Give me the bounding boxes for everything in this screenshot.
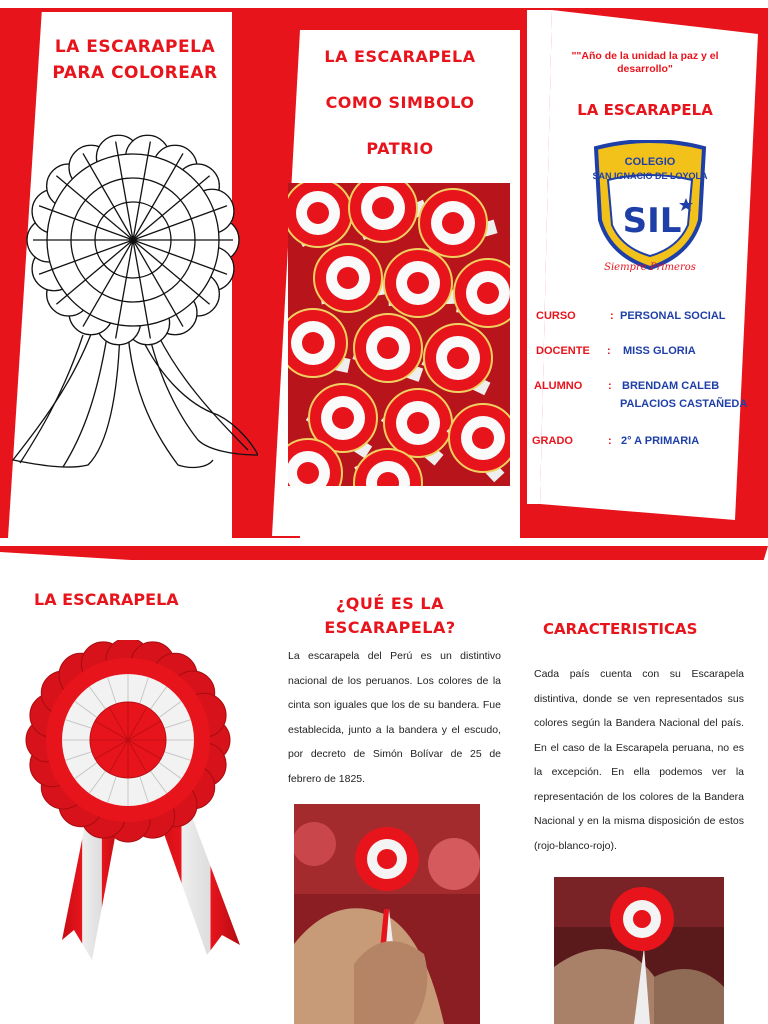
- characteristics-body: Cada país cuenta con su Escarapela distintiva, donde se ven representados sus colores según la Bandera Nacional del país. En el caso de la Escarapela peruana, no es la excepción. En ella podemos ver la representación de los colores de la Bandera Nacional y en la misma disposición de estos (rojo-blanco-rojo).: [534, 668, 744, 852]
- coloring-title-line1: LA ESCARAPELA: [54, 37, 216, 57]
- info-row-grade: [532, 435, 700, 447]
- logo-slogan: Siempre Primeros: [604, 262, 696, 273]
- info-row-teacher: [536, 345, 696, 357]
- info-value: 2° A PRIMARIA: [621, 435, 700, 447]
- info-sep: :: [608, 435, 612, 447]
- info-value: MISS GLORIA: [623, 345, 696, 357]
- info-row-course: [536, 310, 726, 322]
- symbol-title-line3: PATRIO: [366, 139, 434, 158]
- logo-abbr: SIL: [622, 201, 682, 241]
- info-sep: :: [607, 345, 611, 357]
- logo-school: SAN IGNACIO DE LOYOLA: [592, 171, 708, 181]
- info-key: GRADO: [532, 435, 573, 447]
- cover-title: LA ESCARAPELA: [577, 101, 713, 119]
- peruvian-cockade-image: [22, 640, 247, 970]
- info-key: CURSO: [536, 310, 576, 322]
- coloring-title-line2: PARA COLOREAR: [52, 63, 218, 83]
- what-is-title: [285, 592, 495, 640]
- info-key: ALUMNO: [534, 380, 583, 392]
- what-is-body: La escarapela del Perú es un distintivo nacional de los peruanos. Los colores de la cinta son iguales que los de su bandera. Fue establecida, junto a la bandera y el escudo, por decreto de Simón Bolívar de 25 de febrero de 1825.: [288, 650, 501, 785]
- school-logo: [590, 140, 710, 275]
- info-value-2: PALACIOS CASTAÑEDA: [620, 398, 748, 410]
- hand-cockade-photo-1: [294, 804, 480, 1024]
- symbol-title-line2: COMO SIMBOLO: [325, 93, 475, 112]
- coloring-cockade-outline: [8, 115, 258, 485]
- logo-top-text: COLEGIO: [624, 156, 676, 168]
- coloring-title: [30, 34, 240, 86]
- cockade-title: LA ESCARAPELA: [34, 590, 179, 609]
- what-is-title-line1: ¿QUÉ ES LA: [336, 594, 444, 613]
- symbol-title: [290, 34, 510, 172]
- info-row-student: [534, 380, 754, 410]
- year-motto: ""Año de la unidad la paz y el desarrollo": [571, 50, 719, 75]
- characteristics-title: CARACTERISTICAS: [543, 620, 698, 638]
- hand-cockade-photo-2: [554, 877, 724, 1024]
- info-sep: :: [608, 380, 612, 392]
- info-sep: :: [610, 310, 614, 322]
- symbol-title-line1: LA ESCARAPELA: [324, 47, 476, 66]
- what-is-title-line2: ESCARAPELA?: [324, 618, 456, 637]
- info-value: PERSONAL SOCIAL: [620, 310, 726, 322]
- cockades-pile-photo: [288, 183, 510, 486]
- info-value: BRENDAM CALEB: [622, 380, 720, 392]
- info-key: DOCENTE: [536, 345, 590, 357]
